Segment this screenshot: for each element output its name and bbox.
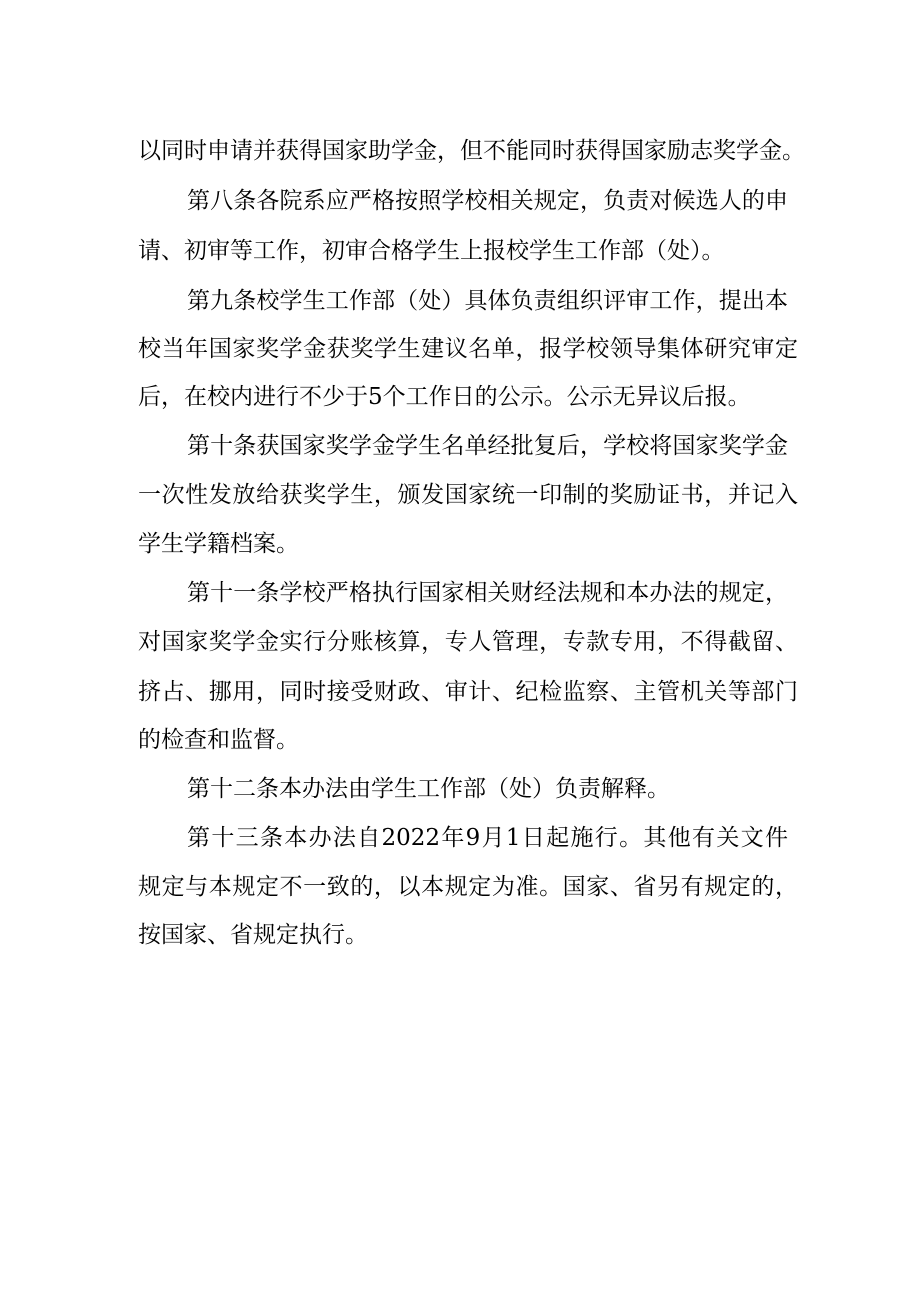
article-12-line: 第十二条本办法由学生工作部（处）负责解释。: [187, 776, 670, 802]
text-line: 学生学籍档案。: [138, 531, 299, 557]
article-13-line: 第十三条本办法自2022年9月1日起施行。其他有关文件: [187, 825, 788, 851]
text-line: 对国家奖学金实行分账核算，专人管理，专款专用，不得截留、: [138, 629, 798, 655]
text-line: 以同时申请并获得国家助学金，但不能同时获得国家励志奖学金。: [138, 138, 805, 164]
text-line: 一次性发放给获奖学生，颁发国家统一印制的奖励证书，并记入: [138, 482, 798, 508]
text-line: 按国家、省规定执行。: [138, 922, 368, 948]
text-line: 请、初审等工作，初审合格学生上报校学生工作部（处）。: [138, 238, 725, 264]
text-line: 规定与本规定不一致的，以本规定为准。国家、省另有规定的，: [138, 874, 798, 900]
article-11-line: 第十一条学校严格执行国家相关财经法规和本办法的规定，: [187, 580, 788, 606]
text-line: 后，在校内进行不少于5个工作日的公示。公示无异议后报。: [138, 384, 751, 410]
text-line: 挤占、挪用，同时接受财政、审计、纪检监察、主管机关等部门: [138, 679, 798, 705]
article-10-line: 第十条获国家奖学金学生名单经批复后，学校将国家奖学金: [187, 433, 788, 459]
article-8-line: 第八条各院系应严格按照学校相关规定，负责对候选人的申: [187, 188, 788, 214]
text-line: 的检查和监督。: [138, 727, 299, 753]
text-line: 校当年国家奖学金获奖学生建议名单，报学校领导集体研究审定: [138, 336, 798, 362]
article-9-line: 第九条校学生工作部（处）具体负责组织评审工作，提出本: [187, 288, 788, 314]
